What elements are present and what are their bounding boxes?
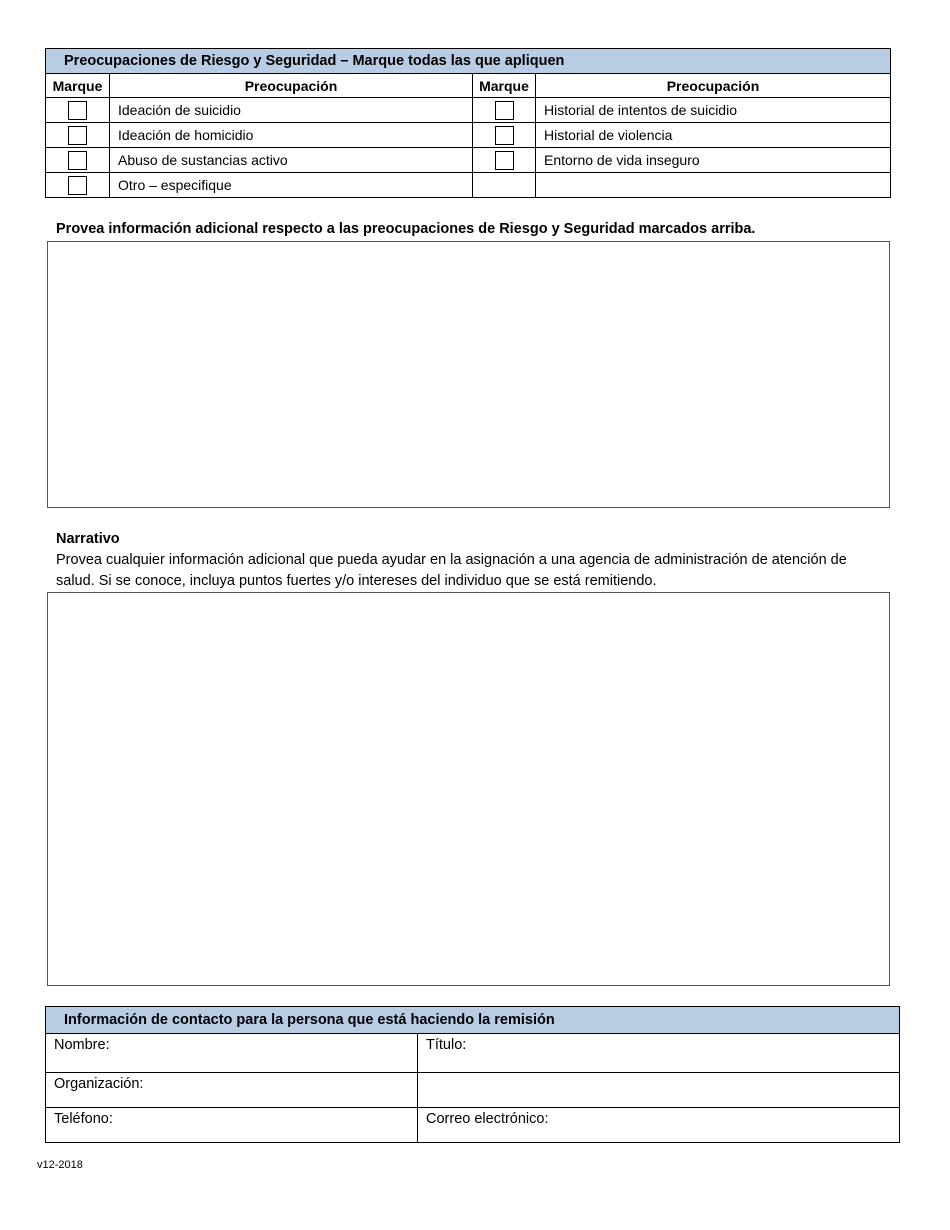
contact-info-table [45,1006,900,1143]
concern-label: Otro – especifique [110,173,473,198]
title-label: Título: [426,1037,467,1053]
concern-label: Entorno de vida inseguro [536,148,891,173]
email-label: Correo electrónico: [426,1111,549,1127]
checkbox-violence-history[interactable] [495,126,514,145]
narrative-textbox[interactable] [47,592,890,986]
col-concern-header: Preocupación [110,74,473,98]
narrative-instructions-line1: Provea cualquier información adicional que pueda ayudar en la asignación a una agencia de administración de atención de [56,552,847,568]
checkbox-unsafe-environment[interactable] [495,151,514,170]
empty-cell [418,1073,900,1108]
narrative-instructions-line2: salud. Si se conoce, incluya puntos fuertes y/o intereses del individuo que se está remitiendo. [56,573,657,589]
checkbox-suicide-ideation[interactable] [68,101,87,120]
organization-field[interactable] [46,1073,418,1108]
table-row [46,123,891,148]
version-label: v12-2018 [37,1159,83,1171]
checkbox-homicide-ideation[interactable] [68,126,87,145]
name-field[interactable] [46,1034,418,1073]
concern-label: Ideación de suicidio [110,98,473,123]
concern-label: Abuso de sustancias activo [110,148,473,173]
empty-cell [536,173,891,198]
additional-info-textbox[interactable] [47,241,890,508]
concern-label: Ideación de homicidio [110,123,473,148]
concern-label: Historial de intentos de suicidio [536,98,891,123]
organization-label: Organización: [54,1076,144,1092]
phone-field[interactable] [46,1108,418,1143]
email-field[interactable] [418,1108,900,1143]
name-label: Nombre: [54,1037,110,1053]
col-check-header: Marque [473,74,536,98]
phone-label: Teléfono: [54,1111,113,1127]
checkbox-substance-abuse[interactable] [68,151,87,170]
title-field[interactable] [418,1034,900,1073]
empty-cell [473,173,536,198]
table-row [46,98,891,123]
risk-table-title: Preocupaciones de Riesgo y Seguridad – Marque todas las que apliquen [46,49,891,74]
narrative-title: Narrativo [56,531,120,547]
table-row [46,173,891,198]
concern-label: Historial de violencia [536,123,891,148]
table-row [46,148,891,173]
col-check-header: Marque [46,74,110,98]
checkbox-suicide-attempt-history[interactable] [495,101,514,120]
col-concern-header: Preocupación [536,74,891,98]
checkbox-other[interactable] [68,176,87,195]
additional-info-label: Provea información adicional respecto a las preocupaciones de Riesgo y Seguridad marcados arriba. [56,221,756,237]
contact-table-title: Información de contacto para la persona que está haciendo la remisión [46,1007,900,1034]
risk-safety-table [45,48,891,198]
